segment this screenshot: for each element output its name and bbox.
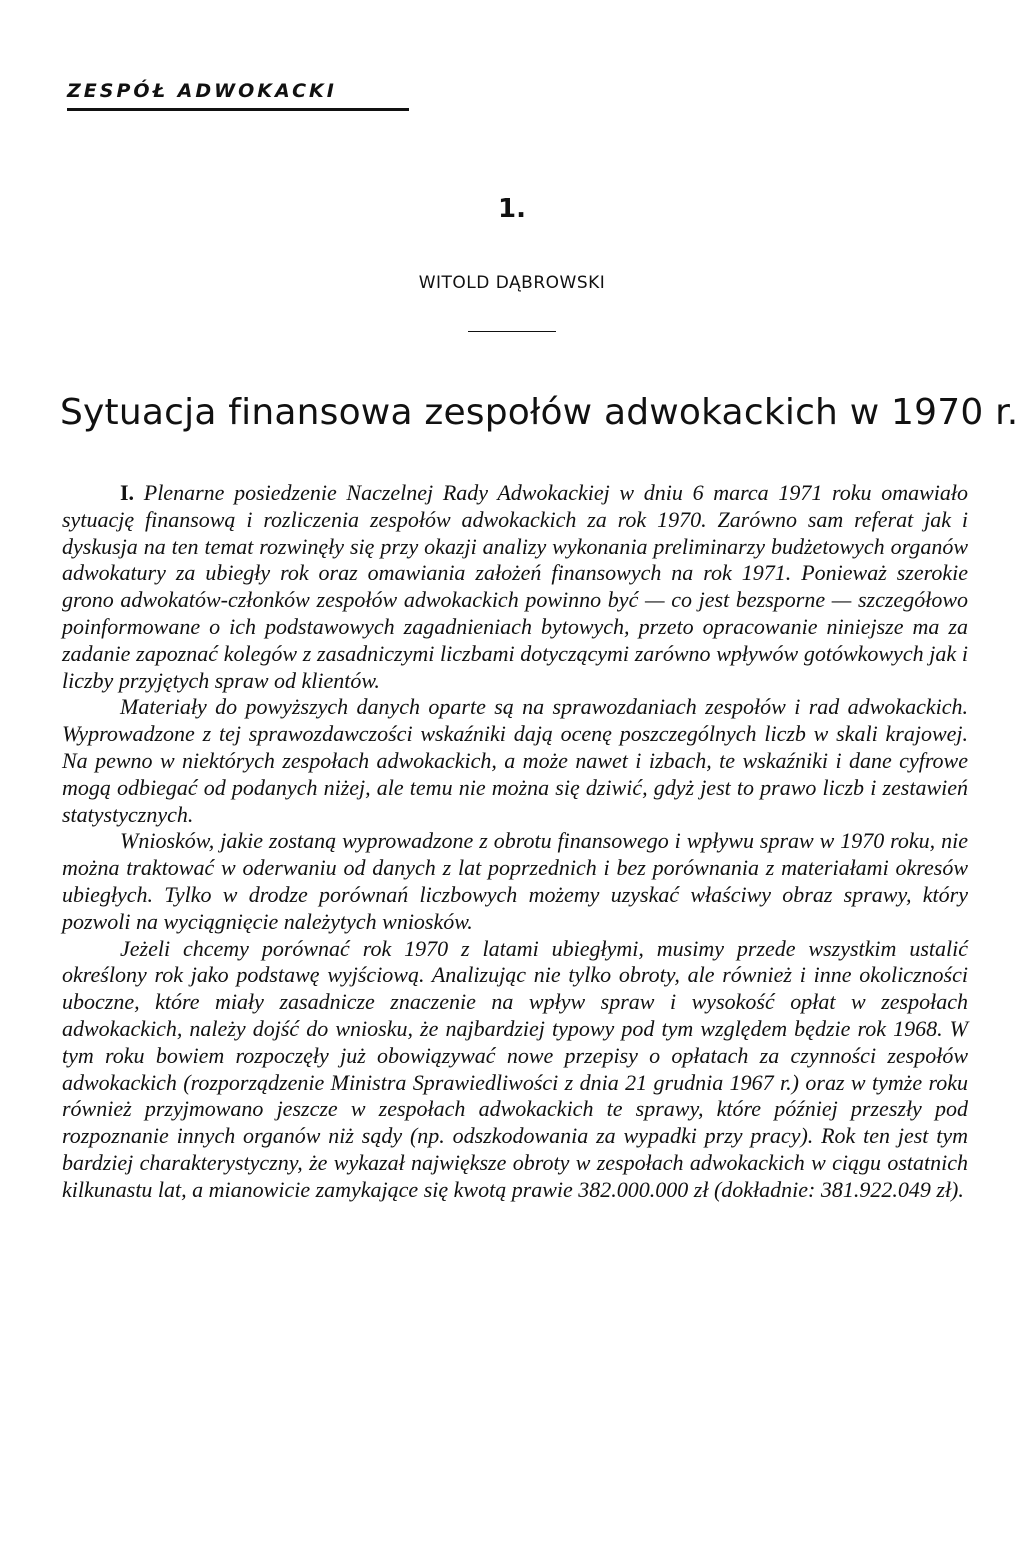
paragraph-2: Materiały do powyższych danych oparte są na sprawozdaniach zespołów i rad adwokackich. Wyprowadzone z tej sprawozdawczości wskaźniki dają ocenę poszczególnych liczb w skali krajowej. Na pewno w niektórych zespołach adwokackich, a może nawet i izbach, te wskaźniki i dane cyfrowe mogą odbiegać od podanych niżej, ale temu nie można się dziwić, gdyż jest to prawo liczb i zestawień statystycznych. xyxy=(62,694,968,827)
paragraph-1 xyxy=(62,480,968,694)
article-body xyxy=(62,480,968,1204)
divider-rule xyxy=(468,331,556,332)
paragraph-1-text: Plenarne posiedzenie Naczelnej Rady Adwokackiej w dniu 6 marca 1971 roku omawiało sytuację finansową i rozliczenia zespołów adwokackich za rok 1970. Zarówno sam referat jak i dyskusja na ten temat rozwinęły się przy okazji analizy wykonania preliminarzy budżetowych organów adwokatury za ubiegły rok oraz omawiania założeń finansowych na rok 1971. Ponieważ szerokie grono adwokatów-członków zespołów adwokackich powinno być — co jest bezsporne — szczegółowo poinformowane o ich podstawowych zagadnieniach bytowych, przeto opracowanie niniejsze ma za zadanie zapoznać kolegów z zasadniczymi liczbami dotyczącymi zarówno wpływów gotówkowych jak i liczby przyjętych spraw od klientów. xyxy=(62,480,969,693)
article-number: 1. xyxy=(498,194,526,224)
article-title: Sytuacja finansowa zespołów adwokackich w 1970 r. xyxy=(60,392,1019,433)
paragraph-4: Jeżeli chcemy porównać rok 1970 z latami ubiegłymi, musimy przede wszystkim ustalić określony rok jako podstawę wyjściową. Analizując nie tylko obroty, ale również i inne okoliczności uboczne, które miały zasadnicze znaczenie na wpływ spraw i wysokość opłat w zespołach adwokackich, należy dojść do wniosku, że najbardziej typowy pod tym względem będzie rok 1968. W tym roku bowiem rozpoczęły już obowiązywać nowe przepisy o opłatach za czynności zespołów adwokackich (rozporządzenie Ministra Sprawiedliwości z dnia 21 grudnia 1967 r.) oraz w tymże roku również przyjmowano jeszcze w zespołach adwokackich te sprawy, które później przeszły pod rozpoznanie innych organów niż sądy (np. odszkodowania za wypadki przy pracy). Rok ten jest tym bardziej charakterystyczny, że wykazał największe obroty w zespołach adwokackich w ciągu ostatnich kilkunastu lat, a mianowicie zamykające się kwotą prawie 382.000.000 zł (dokładnie: 381.922.049 zł). xyxy=(62,935,968,1202)
section-header: ZESPÓŁ ADWOKACKI xyxy=(67,80,409,111)
paragraph-3: Wniosków, jakie zostaną wyprowadzone z obrotu finansowego i wpływu spraw w 1970 roku, nie można traktować w oderwaniu od danych z lat poprzednich i bez porównania z materiałami okresów ubiegłych. Tylko w drodze porównań liczbowych możemy uzyskać właściwy obraz sprawy, który pozwoli na wyciągnięcie należytych wniosków. xyxy=(62,828,968,934)
author-name: WITOLD DĄBROWSKI xyxy=(418,273,606,293)
section-numeral: I. xyxy=(120,480,135,505)
